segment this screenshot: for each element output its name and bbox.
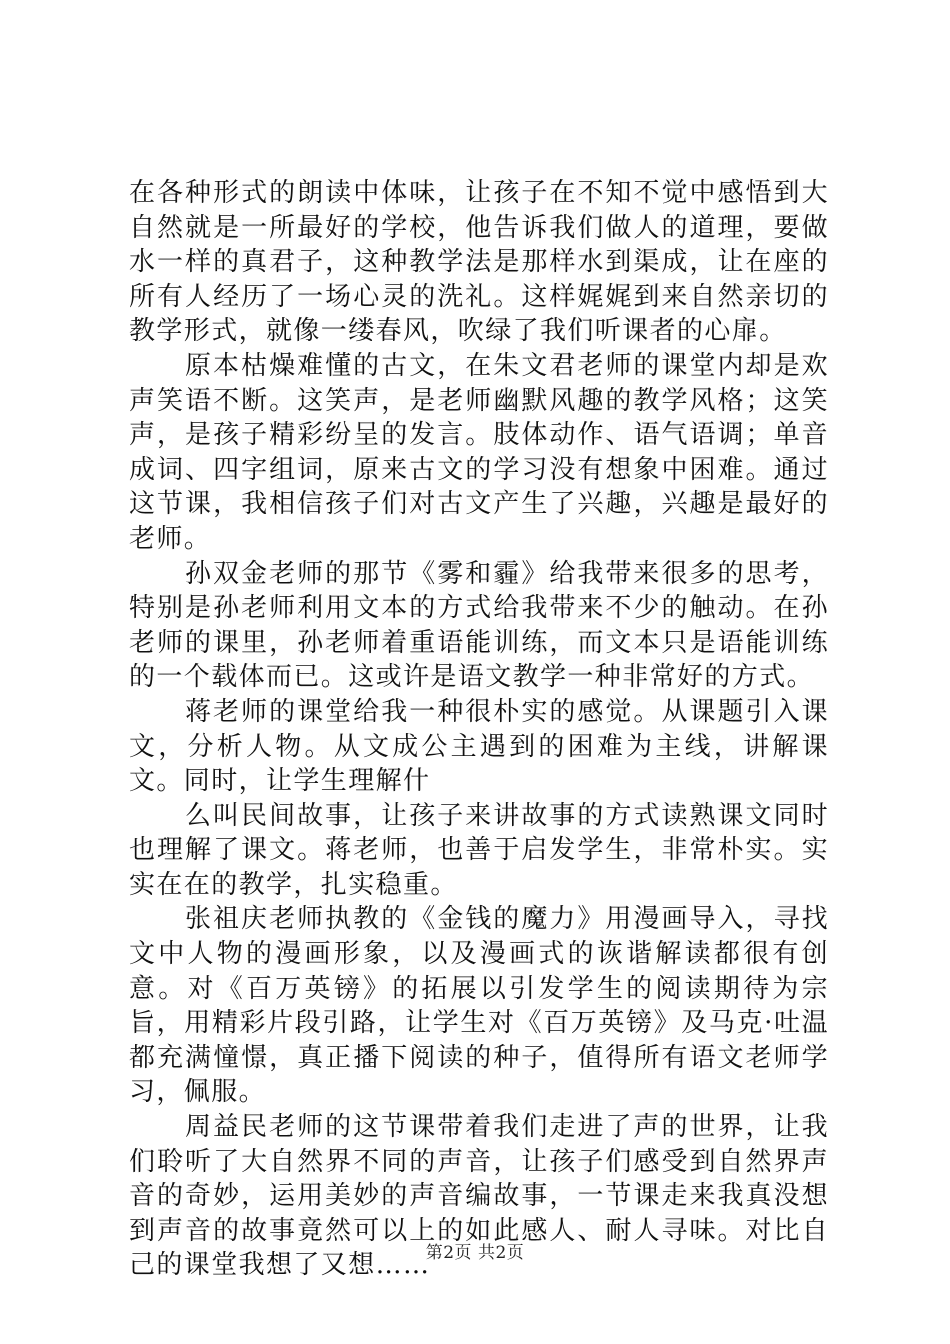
paragraph-zhu-wenjun: 原本枯燥难懂的古文，在朱文君老师的课堂内却是欢声笑语不断。这笑声，是老师幽默风趣的教学风格；这笑声，是孩子精彩纷呈的发言。肢体动作、语气语调；单音成词、四字组词，原来古文的学习没有想象中困难。通过这节课，我相信孩子们对古文产生了兴趣，兴趣是最好的老师。 (129, 350, 829, 554)
paragraph-zhang-zuqing: 张祖庆老师执教的《金钱的魔力》用漫画导入，寻找文中人物的漫画形象，以及漫画式的诙谐解读都很有创意。对《百万英镑》的拓展以引发学生的阅读期待为宗旨，用精彩片段引路，让学生对《百万英镑》及马克·吐温都充满憧憬，真正播下阅读的种子，值得所有语文老师学习，佩服。 (129, 904, 829, 1108)
paragraph-sun-shuangjin: 孙双金老师的那节《雾和霾》给我带来很多的思考，特别是孙老师利用文本的方式给我带来不少的触动。在孙老师的课里，孙老师着重语能训练，而文本只是语能训练的一个载体而已。这或许是语文教学一种非常好的方式。 (129, 558, 829, 693)
page-footer: 第2页 共2页 (425, 1243, 525, 1263)
document-body (129, 176, 829, 1283)
paragraph-continuation: 在各种形式的朗读中体味，让孩子在不知不觉中感悟到大自然就是一所最好的学校，他告诉我们做人的道理，要做水一样的真君子，这种教学法是那样水到渠成，让在座的所有人经历了一场心灵的洗礼。这样娓娓到来自然亲切的教学形式，就像一缕春风，吹绿了我们听课者的心扉。 (129, 178, 829, 347)
paragraph-jiang-part-1: 蒋老师的课堂给我一种很朴实的感觉。从课题引入课文，分析人物。从文成公主遇到的困难为主线，讲解课文。同时，让学生理解什 (129, 696, 829, 797)
paragraph-jiang-part-2: 么叫民间故事，让孩子来讲故事的方式读熟课文同时也理解了课文。蒋老师，也善于启发学生，非常朴实。实实在在的教学，扎实稳重。 (129, 800, 829, 900)
paragraph-zhou-yimin: 周益民老师的这节课带着我们走进了声的世界，让我们聆听了大自然界不同的声音，让孩子们感受到自然界声音的奇妙，运用美妙的声音编故事，一节课走来我真没想到声音的故事竟然可以上的如此感人、耐人寻味。对比自己的课堂我想了又想…… (129, 1112, 829, 1281)
